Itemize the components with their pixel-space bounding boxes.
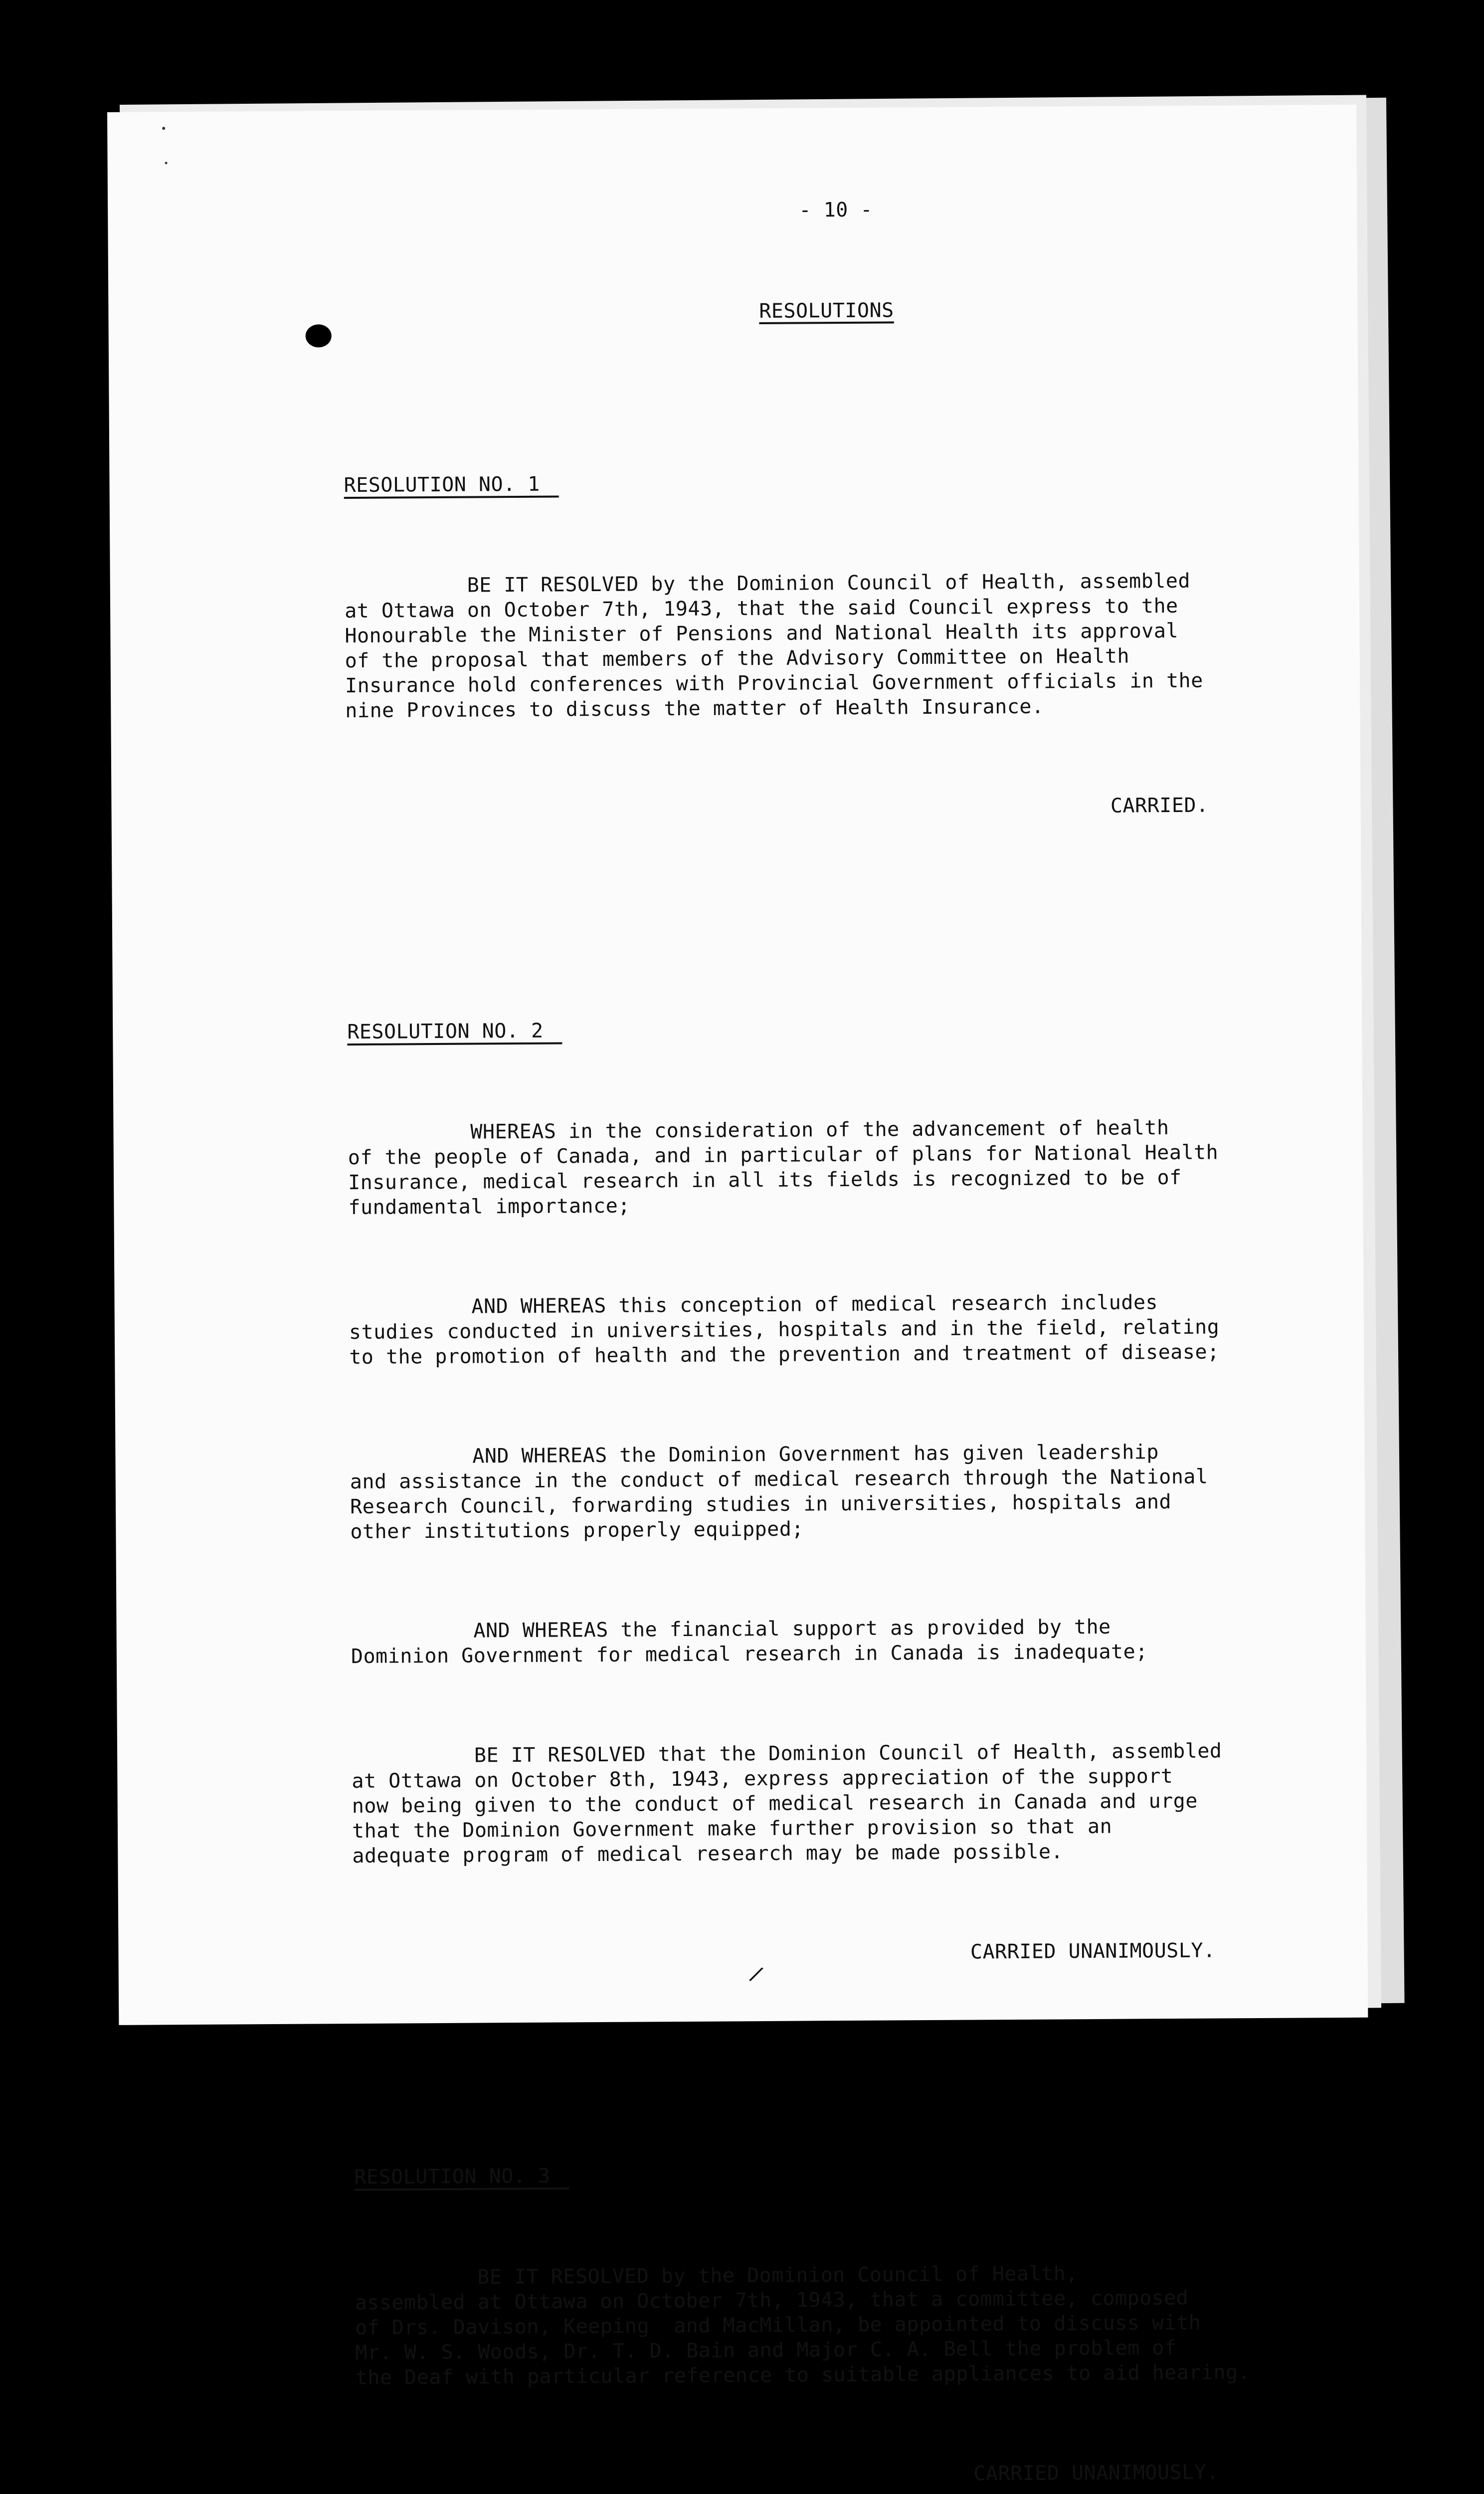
resolution-paragraph: AND WHEREAS the Dominion Government has given leadership and assistance in the conduct of medical research through the National Research Council, forwarding studies in universities, hospitals and other institutions properly equipped; xyxy=(350,1441,1208,1544)
document-page xyxy=(107,105,1368,2486)
resolution-2 xyxy=(347,942,1300,2018)
resolution-status: CARRIED UNANIMOUSLY. xyxy=(973,2461,1219,2486)
dust-speck xyxy=(162,127,165,130)
page-number: - 10 - xyxy=(799,198,873,222)
resolution-heading: RESOLUTION NO. 3 xyxy=(354,2164,569,2191)
resolution-paragraph: AND WHEREAS the financial support as provided by the Dominion Government for medical research in Canada is inadequate; xyxy=(351,1615,1148,1668)
resolution-status: CARRIED UNANIMOUSLY. xyxy=(970,1939,1216,1964)
resolution-3 xyxy=(354,2087,1303,2494)
resolution-paragraph: WHEREAS in the consideration of the advancement of health of the people of Canada, and in particular of plans for National Health Insurance, medical research in all its fields is recognized to be of fundamental importance; xyxy=(348,1116,1219,1220)
resolution-1 xyxy=(344,396,1294,873)
punch-hole xyxy=(306,324,332,347)
page-title: RESOLUTIONS xyxy=(759,299,894,323)
document-content xyxy=(342,145,1310,2494)
resolution-paragraph: AND WHEREAS this conception of medical research includes studies conducted in universities, hospitals and in the field, relating to the promotion of health and the prevention and treatment of disease; xyxy=(349,1291,1220,1369)
resolution-heading: RESOLUTION NO. 1 xyxy=(344,472,559,499)
resolution-paragraph: BE IT RESOLVED by the Dominion Council of Health, assembled at Ottawa on October 7th, 1943, that a committee, composed of Drs. Davison, Keeping and MacMillan, be appointed to discuss with Mr. W. S. Woods, Dr. T. D. Bain and Major C. A. Bell the problem of the Deaf with particular reference to suitable appliances to aid hearing. xyxy=(355,2262,1251,2390)
bottom-pencil-mark: / xyxy=(746,1961,766,1987)
resolution-status: CARRIED. xyxy=(1110,794,1209,818)
resolution-paragraph: BE IT RESOLVED that the Dominion Council of Health, assembled at Ottawa on October 8th, 1943, express appreciation of the support now being given to the conduct of medical research in Canada and urge that the Dominion Government make further provision so that an adequate program of medical research may be made possible. xyxy=(352,1739,1222,1868)
resolution-heading: RESOLUTION NO. 2 xyxy=(347,1019,562,1045)
resolution-paragraph: BE IT RESOLVED by the Dominion Council of Health, assembled at Ottawa on October 7th, 1943, that the said Council express to the Honourable the Minister of Pensions and National Health its approval of the proposal that members of the Advisory Committee on Health Insurance hold conferences with Provincial Government officials in the nine Provinces to discuss the matter of Health Insurance. xyxy=(344,569,1203,723)
dust-speck xyxy=(165,162,168,164)
